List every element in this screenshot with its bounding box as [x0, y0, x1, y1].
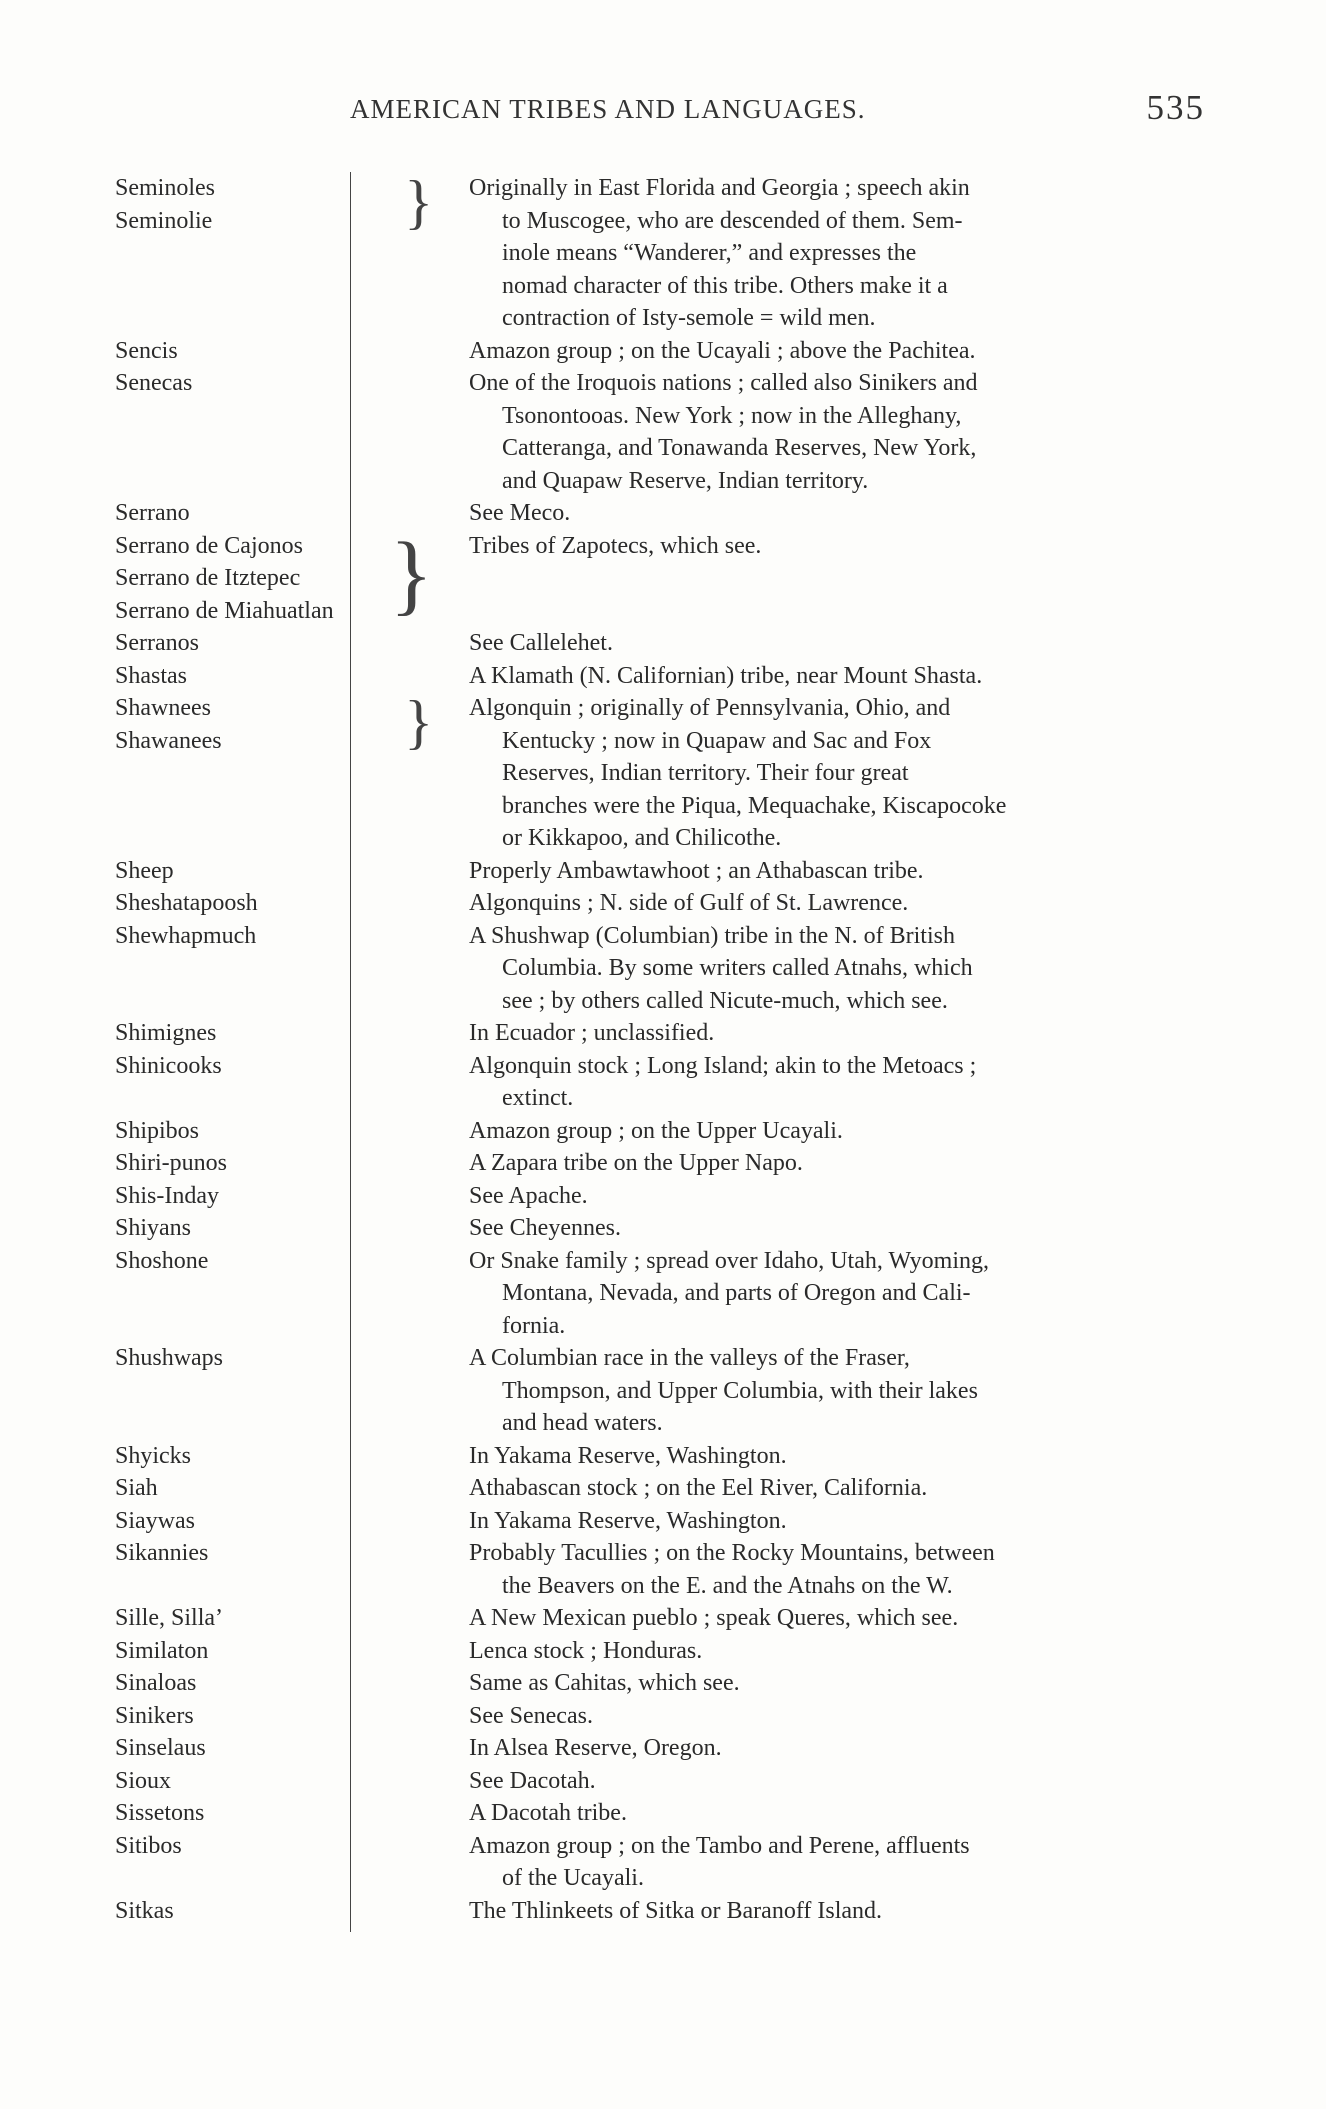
tribe-name: Shiyans — [115, 1215, 192, 1241]
entry-row — [115, 1017, 1205, 1050]
tribe-name-cell — [115, 1895, 445, 1928]
tribe-description — [469, 1700, 1199, 1733]
description-line: See Dacotah. — [469, 1767, 596, 1794]
tribe-description — [469, 1050, 1199, 1115]
page-number: 535 — [1146, 88, 1205, 127]
description-line: See Callelehet. — [469, 630, 613, 656]
description-line: See Meco. — [469, 500, 571, 526]
entry-row — [115, 1147, 1205, 1180]
tribe-name: Shushwaps — [115, 1345, 224, 1371]
tribe-name: Siaywas — [115, 1507, 195, 1534]
tribe-description — [469, 1440, 1199, 1473]
entries-table — [115, 169, 1205, 1927]
description-line: Tribes of Zapotecs, which see. — [469, 532, 762, 559]
entry-row — [115, 1895, 1205, 1928]
tribe-name-cell — [115, 1667, 445, 1700]
tribe-description — [469, 855, 1199, 888]
description-line: Algonquins ; N. side of Gulf of St. Lawrence. — [469, 890, 909, 916]
description-line: Algonquin stock ; Long Island; akin to the Metoacs ; — [469, 1052, 977, 1079]
entry-row — [115, 1732, 1205, 1765]
description-line: of the Ucayali. — [502, 1865, 644, 1891]
entry-row — [115, 367, 1205, 497]
tribe-name-cell — [115, 1180, 445, 1213]
description-line: Same as Cahitas, which see. — [469, 1670, 740, 1696]
description-line: In Alsea Reserve, Oregon. — [469, 1735, 722, 1761]
tribe-name: Siah — [115, 1475, 158, 1501]
entry-row — [115, 1342, 1205, 1440]
tribe-description — [469, 1895, 1199, 1928]
tribe-name-cell — [115, 524, 445, 628]
entry-row — [115, 1537, 1205, 1602]
tribe-name-cell — [115, 169, 445, 237]
grouping-brace: } — [404, 169, 433, 235]
tribe-name: Shiri-punos — [115, 1150, 228, 1176]
entry-row — [115, 1050, 1205, 1115]
tribe-name-cell — [115, 1830, 445, 1863]
tribe-name: Shewhapmuch — [115, 922, 257, 949]
description-line: and head waters. — [502, 1410, 663, 1436]
tribe-name-cell — [115, 367, 445, 400]
description-line: Originally in East Florida and Georgia ; speech akin — [469, 175, 970, 201]
entry-row — [115, 689, 1205, 855]
tribe-description — [469, 1472, 1199, 1505]
tribe-name-cell — [115, 1147, 445, 1180]
tribe-description — [469, 1765, 1199, 1798]
description-line: See Senecas. — [469, 1702, 593, 1729]
description-line: Amazon group ; on the Ucayali ; above the Pachitea. — [469, 337, 976, 364]
grouping-brace: } — [389, 524, 433, 624]
tribe-description — [469, 1602, 1199, 1635]
tribe-description — [469, 1830, 1199, 1895]
tribe-name-cell — [115, 1797, 445, 1830]
entry-row — [115, 1667, 1205, 1700]
tribe-name-cell — [115, 855, 445, 888]
tribe-description — [469, 1180, 1199, 1213]
description-line: Amazon group ; on the Tambo and Perene, affluents — [469, 1832, 970, 1859]
entry-row — [115, 1700, 1205, 1733]
tribe-name: Serranos — [115, 630, 199, 656]
tribe-name: Serrano de Miahuatlan — [115, 597, 334, 624]
description-line: A Klamath (N. Californian) tribe, near Mount Shasta. — [469, 662, 983, 689]
tribe-name-cell — [115, 627, 445, 660]
tribe-name: Shimignes — [115, 1020, 217, 1046]
entry-row — [115, 1797, 1205, 1830]
tribe-description — [469, 1797, 1199, 1830]
tribe-name: Sissetons — [115, 1800, 205, 1826]
tribe-name: Shipibos — [115, 1117, 200, 1144]
description-line: Thompson, and Upper Columbia, with their lakes — [502, 1377, 978, 1404]
description-line: A Dacotah tribe. — [469, 1800, 627, 1826]
description-line: A Zapara tribe on the Upper Napo. — [469, 1150, 803, 1176]
tribe-name: Shis-Inday — [115, 1182, 219, 1209]
description-line: extinct. — [502, 1085, 574, 1111]
tribe-name: Sheshatapoosh — [115, 890, 258, 916]
description-line: In Ecuador ; unclassified. — [469, 1020, 715, 1046]
tribe-name-cell — [115, 1440, 445, 1473]
description-line: Amazon group ; on the Upper Ucayali. — [469, 1117, 843, 1144]
description-line: Columbia. By some writers called Atnahs, which — [502, 955, 973, 981]
tribe-name: Senecas — [115, 370, 193, 396]
running-title: AMERICAN TRIBES AND LANGUAGES. — [350, 94, 866, 124]
tribe-description — [469, 1147, 1199, 1180]
tribe-name-cell — [115, 1537, 445, 1570]
tribe-name: Sencis — [115, 337, 178, 364]
tribe-description — [469, 172, 1199, 335]
description-line: One of the Iroquois nations ; called also Sinikers and — [469, 370, 978, 396]
tribe-name-cell — [115, 1602, 445, 1635]
tribe-description — [469, 367, 1199, 497]
tribe-name: Sille, Silla’ — [115, 1605, 223, 1631]
tribe-name-cell — [115, 1017, 445, 1050]
tribe-name: Sitibos — [115, 1832, 182, 1859]
tribe-name-cell — [115, 1732, 445, 1765]
description-line: Tsonontooas. New York ; now in the Alleghany, — [502, 402, 962, 429]
tribe-description — [469, 920, 1199, 1018]
description-line: A Shushwap (Columbian) tribe in the N. of British — [469, 922, 955, 949]
tribe-name: Serrano de Cajonos — [115, 532, 303, 559]
tribe-description — [469, 692, 1199, 855]
tribe-description — [469, 1537, 1199, 1602]
tribe-name: Sinselaus — [115, 1735, 206, 1761]
tribe-description — [469, 1635, 1199, 1668]
entry-row — [115, 1505, 1205, 1538]
tribe-name: Seminoles — [115, 175, 215, 201]
entry-row — [115, 1115, 1205, 1148]
description-line: Or Snake family ; spread over Idaho, Utah, Wyoming, — [469, 1247, 989, 1274]
tribe-name-cell — [115, 1342, 445, 1375]
entry-row — [115, 1830, 1205, 1895]
description-line: Athabascan stock ; on the Eel River, California. — [469, 1475, 928, 1501]
description-line: A Columbian race in the valleys of the Fraser, — [469, 1345, 910, 1371]
description-line: Catteranga, and Tonawanda Reserves, New York, — [502, 435, 977, 461]
tribe-name: Sioux — [115, 1767, 172, 1794]
tribe-name-cell — [115, 1635, 445, 1668]
tribe-name: Shyicks — [115, 1442, 192, 1469]
description-line: Montana, Nevada, and parts of Oregon and Cali- — [502, 1280, 971, 1306]
tribe-name-cell — [115, 1472, 445, 1505]
description-line: branches were the Piqua, Mequachake, Kiscapocoke — [502, 792, 1007, 819]
description-line: and Quapaw Reserve, Indian territory. — [502, 467, 869, 494]
entry-row — [115, 1635, 1205, 1668]
tribe-description — [469, 497, 1199, 530]
description-line: Lenca stock ; Honduras. — [469, 1637, 703, 1664]
entry-row — [115, 627, 1205, 660]
tribe-name: Shastas — [115, 662, 187, 689]
tribe-description — [469, 335, 1199, 368]
description-line: or Kikkapoo, and Chilicothe. — [502, 825, 782, 851]
tribe-description — [469, 1245, 1199, 1343]
entry-row — [115, 169, 1205, 335]
entry-row — [115, 1180, 1205, 1213]
entry-row — [115, 660, 1205, 693]
tribe-description — [469, 1667, 1199, 1700]
tribe-description — [469, 1732, 1199, 1765]
tribe-name: Shoshone — [115, 1247, 209, 1274]
description-line: Properly Ambawtawhoot ; an Athabascan tribe. — [469, 857, 924, 884]
tribe-name: Shinicooks — [115, 1052, 222, 1079]
description-line: fornia. — [502, 1312, 566, 1339]
tribe-description — [469, 530, 1199, 563]
description-line: Reserves, Indian territory. Their four great — [502, 760, 909, 786]
tribe-name: Serrano — [115, 500, 190, 526]
tribe-description — [469, 660, 1199, 693]
entry-row — [115, 887, 1205, 920]
tribe-name: Shawnees — [115, 695, 211, 721]
entry-row — [115, 1765, 1205, 1798]
entry-row — [115, 920, 1205, 1018]
tribe-name: Shawanees — [115, 727, 222, 754]
tribe-name: Serrano de Itztepec — [115, 565, 301, 591]
description-line: See Apache. — [469, 1182, 588, 1209]
tribe-description — [469, 627, 1199, 660]
description-line: In Yakama Reserve, Washington. — [469, 1442, 787, 1469]
tribe-name-cell — [115, 887, 445, 920]
entry-row — [115, 497, 1205, 530]
tribe-name-cell — [115, 1115, 445, 1148]
tribe-name: Sinikers — [115, 1702, 194, 1729]
entry-row — [115, 1440, 1205, 1473]
description-line: contraction of Isty-semole = wild men. — [502, 305, 876, 331]
tribe-name: Similaton — [115, 1637, 209, 1664]
tribe-description — [469, 887, 1199, 920]
description-line: to Muscogee, who are descended of them. Sem- — [502, 207, 963, 234]
description-line: inole means “Wanderer,” and expresses the — [502, 240, 917, 266]
description-line: The Thlinkeets of Sitka or Baranoff Island. — [469, 1897, 883, 1924]
entry-row — [115, 524, 1205, 628]
description-line: See Cheyennes. — [469, 1215, 621, 1241]
description-line: Algonquin ; originally of Pennsylvania, Ohio, and — [469, 695, 951, 721]
tribe-name-cell — [115, 1765, 445, 1798]
tribe-description — [469, 1212, 1199, 1245]
tribe-name-cell — [115, 689, 445, 757]
tribe-name-cell — [115, 1700, 445, 1733]
description-line: A New Mexican pueblo ; speak Queres, which see. — [469, 1605, 959, 1631]
tribe-name-cell — [115, 1505, 445, 1538]
description-line: nomad character of this tribe. Others make it a — [502, 272, 948, 299]
tribe-description — [469, 1017, 1199, 1050]
tribe-description — [469, 1342, 1199, 1440]
tribe-name: Sikannies — [115, 1540, 209, 1566]
tribe-name: Seminolie — [115, 207, 213, 234]
tribe-name-cell — [115, 1212, 445, 1245]
tribe-name-cell — [115, 335, 445, 368]
tribe-name-cell — [115, 1050, 445, 1083]
entry-row — [115, 1212, 1205, 1245]
description-line: Probably Tacullies ; on the Rocky Mountains, between — [469, 1540, 995, 1566]
description-line: see ; by others called Nicute-much, which see. — [502, 987, 948, 1014]
tribe-name: Sheep — [115, 857, 174, 884]
entry-row — [115, 1472, 1205, 1505]
tribe-description — [469, 1115, 1199, 1148]
entry-row — [115, 335, 1205, 368]
description-line: In Yakama Reserve, Washington. — [469, 1507, 787, 1534]
description-line: the Beavers on the E. and the Atnahs on the W. — [502, 1572, 953, 1599]
tribe-name-cell — [115, 1245, 445, 1278]
entry-row — [115, 1245, 1205, 1343]
tribe-name-cell — [115, 660, 445, 693]
entry-row — [115, 1602, 1205, 1635]
entry-row — [115, 855, 1205, 888]
tribe-description — [469, 1505, 1199, 1538]
tribe-name-cell — [115, 920, 445, 953]
tribe-name: Sinaloas — [115, 1670, 197, 1696]
grouping-brace: } — [404, 689, 433, 755]
description-line: Kentucky ; now in Quapaw and Sac and Fox — [502, 727, 932, 754]
tribe-name: Sitkas — [115, 1897, 174, 1924]
page-header — [115, 88, 1205, 138]
